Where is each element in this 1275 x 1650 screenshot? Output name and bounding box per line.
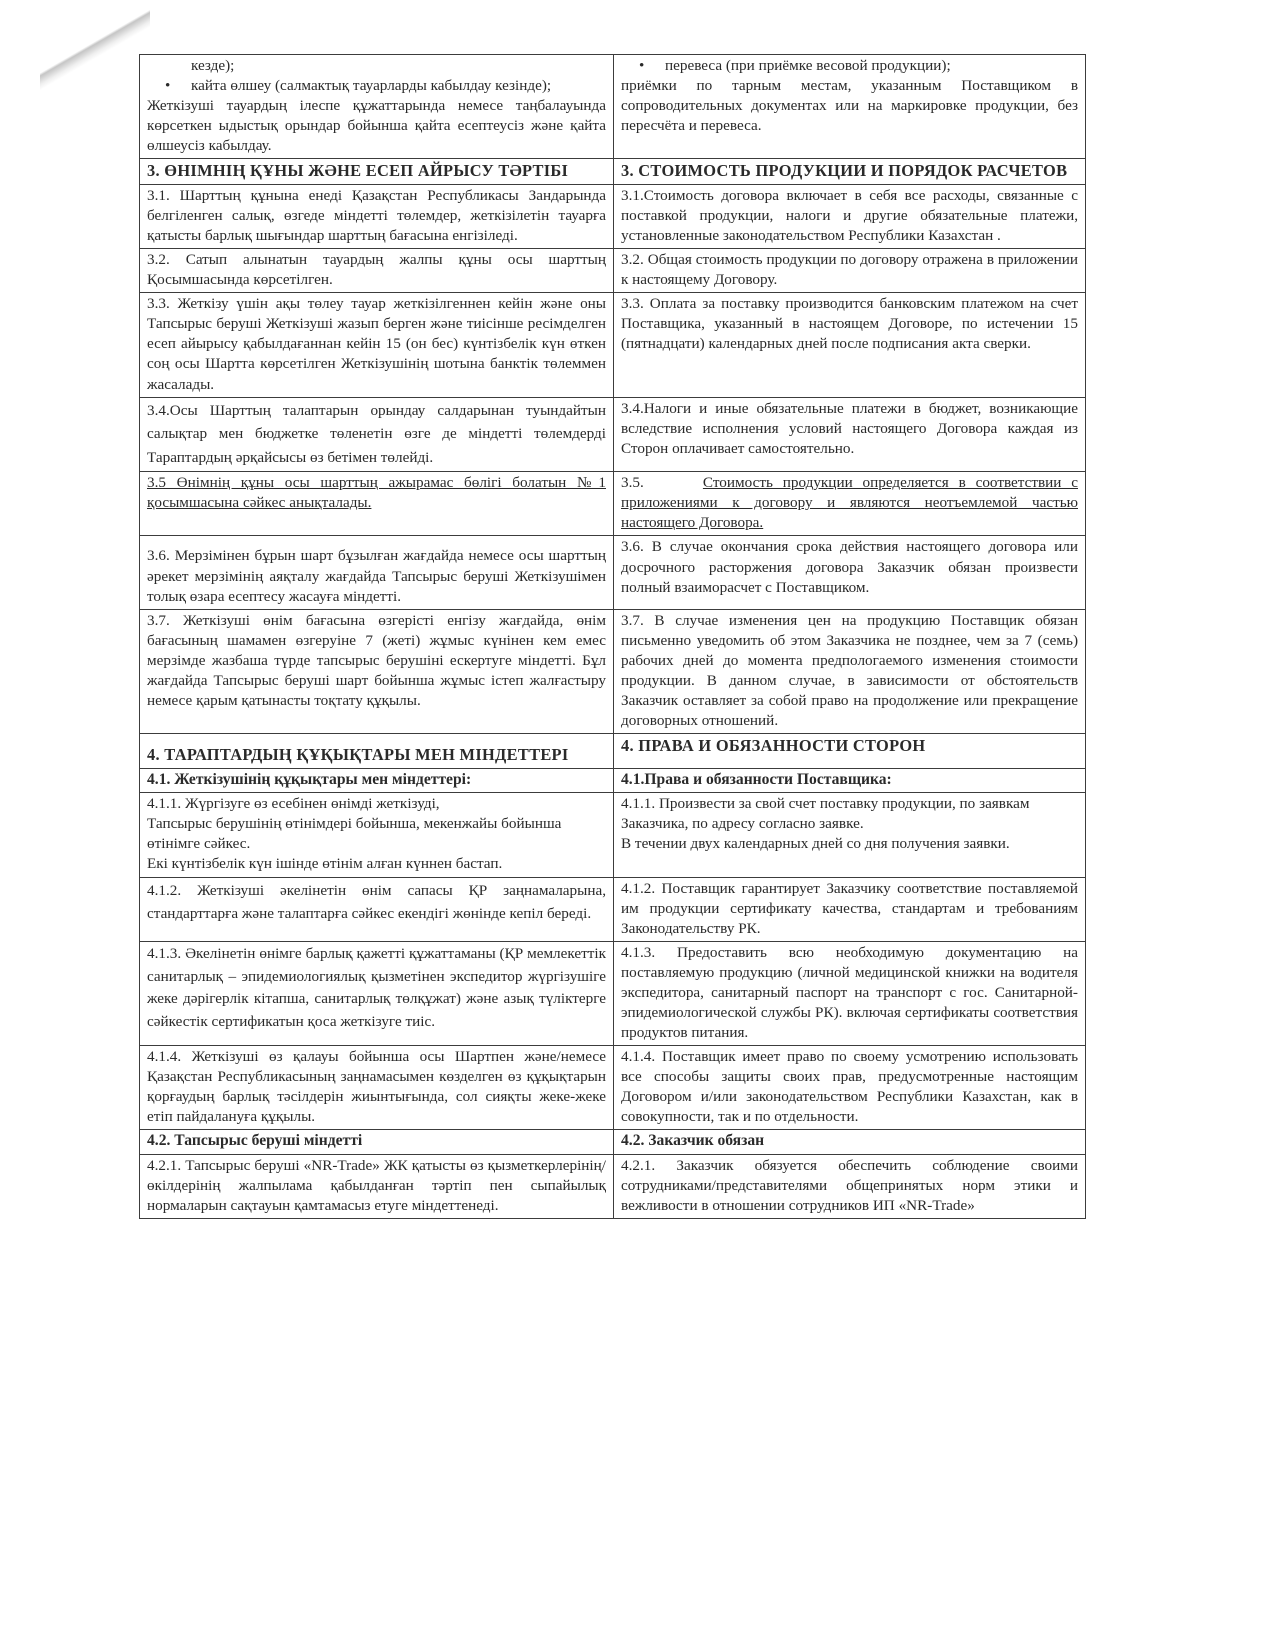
ru-section-heading: 4. ПРАВА И ОБЯЗАННОСТИ СТОРОН [614, 734, 1086, 769]
ru-bullet-item: • перевеса (при приёмке весовой продукции); [665, 56, 1078, 76]
ru-clause: 4.2.1. Заказчик обязуется обеспечить соблюдение своими сотрудниками/представителями общепринятых норм этики и вежливости в отношении сотрудников ИП «NR-Trade» [614, 1154, 1086, 1218]
ru-clause [614, 472, 1086, 536]
table-row [140, 293, 1086, 397]
kz-subsection-heading: 4.2. Тапсырыс беруші міндетті [140, 1130, 614, 1155]
kz-section-heading: 4. ТАРАПТАРДЫҢ ҚҰҚЫҚТАРЫ МЕН МІНДЕТТЕРІ [140, 734, 614, 769]
ru-line: В течении двух календарных дней со дня получения заявки. [621, 835, 1010, 853]
kz-clause: 3.2. Сатып алынатын тауардың жалпы құны осы шарттың Қосымшасында көрсетілген. [140, 249, 614, 293]
kz-clause: 3.5 Өнімнің құны осы шарттың ажырамас бөлігі болатын №1 қосымшасына сәйкес анықталады. [140, 472, 614, 536]
kz-subsection-heading: 4.1. Жеткізушінің құқықтары мен міндеттері: [140, 768, 614, 793]
table-row [140, 941, 1086, 1045]
ru-cell [614, 55, 1086, 159]
table-row [140, 55, 1086, 159]
subsection-heading-row [140, 768, 1086, 793]
kz-section-heading: 3. ӨНІМНІҢ ҚҰНЫ ЖӘНЕ ЕСЕП АЙРЫСУ ТӘРТІБІ [140, 159, 614, 185]
ru-text: приёмки по тарным местам, указанным Поставщиком в сопроводительных документах или на маркировке продукции, без пересчёта и перевеса. [621, 77, 1078, 135]
kz-text: кезде); [191, 57, 235, 74]
ru-clause: 3.3. Оплата за поставку производится банковским платежом на счет Поставщика, указанный в настоящем Договоре, по истечении 15 (пятнадцати) календарных дней после подписания акта сверки. [614, 293, 1086, 397]
table-row [140, 793, 1086, 877]
table-row [140, 1046, 1086, 1130]
kz-clause: 3.1. Шарттың құнына енеді Қазақстан Республикасы Зандарында белгіленген салық, өзгеде міндетті төлемдер, жеткізілетін тауарға қатысты барлық шығындар шарттың бағасына енгізіледі. [140, 184, 614, 248]
ru-bullet-list [621, 56, 1078, 76]
table-row [140, 184, 1086, 248]
table-row [140, 1154, 1086, 1218]
kz-clause: 4.1.3. Әкелінетін өнімге барлық қажетті құжаттаманы (ҚР мемлекеттік санитарлық – эпидемиологиялық қызметінен экспедитор жүргізушіге жеке дәрігерлік кітапша, санитарлық төлқұжат) және азық түліктерге сәйкестік сертификатын қоса жеткізуге тиіс. [140, 941, 614, 1045]
kz-line: 4.1.1. Жүргізуге өз есебінен өнімді жеткізуді, [147, 795, 440, 813]
kz-clause [140, 793, 614, 877]
subsection-heading-row [140, 1130, 1086, 1155]
kz-cell [140, 55, 614, 159]
kz-text: Жеткізуші тауардың ілеспе құжаттарында немесе таңбалауында көрсеткен ыдыстық орындар бойынша қайта есептеусіз және қайта өлшеусіз кабылдау. [147, 97, 606, 155]
contract-page [139, 54, 1085, 1219]
table-row [140, 536, 1086, 609]
section-heading-row [140, 159, 1086, 185]
table-row [140, 609, 1086, 733]
ru-clause [614, 793, 1086, 877]
table-row [140, 397, 1086, 472]
table-row [140, 877, 1086, 941]
kz-bullet-list [147, 76, 606, 96]
bilingual-contract-table [139, 54, 1086, 1219]
ru-section-heading: 3. СТОИМОСТЬ ПРОДУКЦИИ И ПОРЯДОК РАСЧЕТОВ [614, 159, 1086, 185]
ru-clause: 3.7. В случае изменения цен на продукцию Поставщик обязан письменно уведомить об этом Заказчика не позднее, чем за 7 (семь) рабочих дней до момента предпологаемого изменения стоимости продукции. В данном случае, в зависимости от обстоятельств Заказчик оставляет за собой право на продолжение или прекращение договорных отношений. [614, 609, 1086, 733]
kz-clause: 3.3. Жеткізу үшін ақы төлеу тауар жеткізілгеннен кейін және оны Тапсырыс беруші Жеткізуші жазып берген және тиісінше ресімделген есеп айырысу қабылдағаннан кейін 15 (он бес) күнтізбелік күн өткен соң осы Шартта көрсетілген Жеткізушінің шотына банктік төлеммен жасалады. [140, 293, 614, 397]
ru-clause: 4.1.3. Предоставить всю необходимую документацию на поставляемую продукцию (личной медицинской книжки на водителя экспедитора, санитарный паспорт на транспорт с гос. Санитарной-эпидемиологической службы РК). включая сертификаты соответствия продуктов питания. [614, 941, 1086, 1045]
kz-line: Екі күнтізбелік күн ішінде өтінім алған күннен бастап. [147, 855, 503, 873]
ru-clause: 4.1.2. Поставщик гарантирует Заказчику соответствие поставляемой им продукции сертификату качества, стандартам и требованиям Законодательству РК. [614, 877, 1086, 941]
ru-clause-text: Стоимость продукции определяется в соответствии с приложениями к договору и являются неотъемлемой частью настоящего Договора. [621, 474, 1079, 532]
section-heading-row [140, 734, 1086, 769]
ru-clause: 3.1.Стоимость договора включает в себя все расходы, связанные с поставкой продукции, налоги и другие обязательные платежи, установленные законодательством Республики Казахстан . [614, 184, 1086, 248]
ru-clause: 3.6. В случае окончания срока действия настоящего договора или досрочного расторжения договора Заказчик обязан произвести полный взаиморасчет с Поставщиком. [614, 536, 1086, 609]
ru-subsection-heading: 4.1.Права и обязанности Поставщика: [614, 768, 1086, 793]
ru-clause: 3.2. Общая стоимость продукции по договору отражена в приложении к настоящему Договору. [614, 249, 1086, 293]
kz-clause: 3.7. Жеткізуші өнім бағасына өзгерісті енгізу жағдайда, өнім бағасының шамамен өзгеруіне 7 (жеті) жұмыс күнінен кем емес мерзімде жазбаша түрде тапсырыс берушіні ескертуге міндетті. Бұл жағдайда Тапсырыс беруші шарт бойынша жұмыс істеп жалғастыру немесе қарым қатынасты тоқтату құқылы. [140, 609, 614, 733]
ru-line: 4.1.1. Произвести за свой счет поставку продукции, по заявкам Заказчика, по адресу согласно заявке. [621, 795, 1030, 833]
table-row [140, 249, 1086, 293]
kz-clause: 4.2.1. Тапсырыс беруші «NR-Trade» ЖК қатысты өз қызметкерлерінің/өкілдерінің жалпылама қабылданған тәртіп пен сыпайылық нормаларын сақтауын қамтамасыз етуге міндеттенеді. [140, 1154, 614, 1218]
kz-clause: 4.1.4. Жеткізуші өз қалауы бойынша осы Шартпен және/немесе Қазақстан Республикасының заңнамасымен көзделген өз құқықтарын қорғаудың барлық тәсілдерін жиынтығында, сол сияқты жеке-жеке етіп пайдалануға құқылы. [140, 1046, 614, 1130]
scan-fold-mark [40, 10, 150, 90]
kz-clause: 4.1.2. Жеткізуші әкелінетін өнім сапасы ҚР заңнамаларына, стандарттарға және талаптарға сәйкес екендігі жөнінде кепіл береді. [140, 877, 614, 941]
ru-subsection-heading: 4.2. Заказчик обязан [614, 1130, 1086, 1155]
kz-clause: 3.6. Мерзімінен бұрын шарт бұзылған жағдайда немесе осы шарттың әрекет мерзімінің аяқталу жағдайда Тапсырыс беруші Жеткізушімен толық өзара есептесу жасауға міндетті. [140, 536, 614, 609]
ru-clause: 4.1.4. Поставщик имеет право по своему усмотрению использовать все способы защиты своих прав, предусмотренные настоящим Договором и/или законодательством Республики Казахстан, как в совокупности, так и по отдельности. [614, 1046, 1086, 1130]
kz-clause: 3.4.Осы Шарттың талаптарын орындау салдарынан туындайтын салықтар мен бюджетке төленетін өзге де міндетті төлемдерді Тараптардың әрқайсысы өз бетімен төлейді. [140, 397, 614, 472]
kz-line: Тапсырыс берушінің өтінімдері бойынша, мекенжайы бойынша өтінімге сәйкес. [147, 815, 562, 853]
ru-clause: 3.4.Налоги и иные обязательные платежи в бюджет, возникающие вследствие исполнения условий настоящего Договора каждая из Сторон оплачивает самостоятельно. [614, 397, 1086, 472]
ru-clause-number: 3.5. [621, 474, 644, 492]
table-row [140, 472, 1086, 536]
kz-bullet-item: • кайта өлшеу (салмактық тауарларды кабылдау кезінде); [191, 76, 606, 96]
